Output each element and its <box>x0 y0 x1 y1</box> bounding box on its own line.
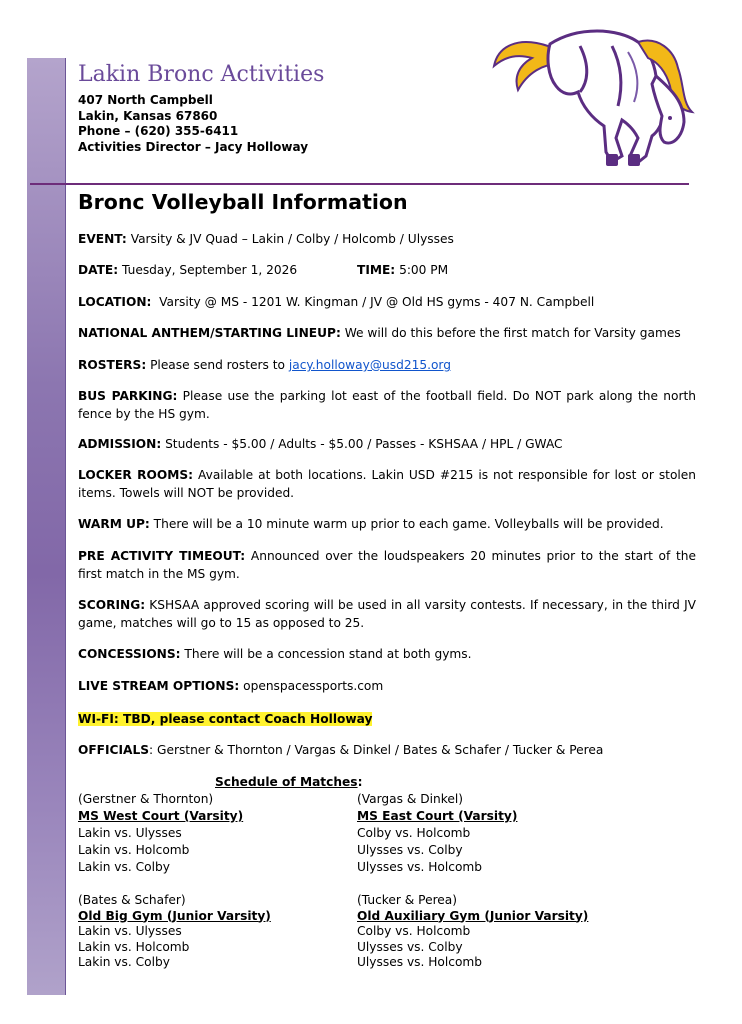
list-item: Ulysses vs. Holcomb <box>357 860 483 874</box>
schedule-block-big-gym <box>78 893 271 971</box>
anthem-value: We will do this before the first match for Varsity games <box>344 326 681 340</box>
list-item: Ulysses vs. Colby <box>357 843 463 857</box>
header-divider <box>30 183 689 185</box>
scoring-field <box>78 597 696 632</box>
concessions-label: CONCESSIONS: <box>78 647 181 661</box>
block-court: MS East Court (Varsity) <box>357 809 518 823</box>
admission-label: ADMISSION: <box>78 437 162 451</box>
livestream-value: openspacessports.com <box>243 679 384 693</box>
list-item: Lakin vs. Colby <box>78 860 170 874</box>
bus-label: BUS PARKING: <box>78 389 178 403</box>
location-field <box>78 294 696 312</box>
block-officials: (Vargas & Dinkel) <box>357 792 463 806</box>
schedule-block-west <box>78 791 243 876</box>
timeout-value: Announced over the loudspeakers 20 minutes prior to the start of the first match in the MS gym. <box>78 549 696 581</box>
page-title: Bronc Volleyball Information <box>78 190 408 214</box>
block-officials: (Gerstner & Thornton) <box>78 792 214 806</box>
sidebar-accent-bar <box>27 58 66 995</box>
date-time-field <box>78 262 696 280</box>
locker-rooms-field <box>78 467 696 502</box>
warmup-label: WARM UP: <box>78 517 150 531</box>
address-line-1: 407 North Campbell <box>78 93 213 107</box>
rosters-field <box>78 357 696 375</box>
locker-label: LOCKER ROOMS: <box>78 468 194 482</box>
wifi-highlighted-text: WI-FI: TBD, please contact Coach Holloway <box>78 712 373 726</box>
timeout-field <box>78 548 696 583</box>
event-label: EVENT: <box>78 232 127 246</box>
rosters-email-link[interactable]: jacy.holloway@usd215.org <box>288 358 451 372</box>
schedule-block-east <box>357 791 517 876</box>
list-item: Lakin vs. Holcomb <box>78 843 190 857</box>
list-item: Colby vs. Holcomb <box>357 924 471 938</box>
live-stream-field <box>78 678 696 696</box>
list-item: Lakin vs. Colby <box>78 955 170 969</box>
schedule-block-aux-gym <box>357 893 588 971</box>
block-court: MS West Court (Varsity) <box>78 809 244 823</box>
scoring-label: SCORING: <box>78 598 146 612</box>
location-label: LOCATION: <box>78 295 152 309</box>
address-block <box>78 93 308 155</box>
list-item: Lakin vs. Ulysses <box>78 924 182 938</box>
officials-value: : Gerstner & Thornton / Vargas & Dinkel / Bates & Schafer / Tucker & Perea <box>149 743 604 757</box>
block-court: Old Auxiliary Gym (Junior Varsity) <box>357 908 589 923</box>
concessions-value: There will be a concession stand at both gyms. <box>184 647 472 661</box>
wifi-field <box>78 711 696 729</box>
concessions-field <box>78 646 696 664</box>
schedule-title-text: Schedule of Matches <box>215 775 358 789</box>
block-officials: (Bates & Schafer) <box>78 893 186 907</box>
officials-label: OFFICIALS <box>78 743 150 757</box>
livestream-label: LIVE STREAM OPTIONS: <box>78 679 240 693</box>
schedule-title <box>215 775 362 789</box>
time-group <box>357 262 448 280</box>
warm-up-field <box>78 516 696 534</box>
list-item: Lakin vs. Ulysses <box>78 826 182 840</box>
rosters-label: ROSTERS: <box>78 358 147 372</box>
bus-value: Please use the parking lot east of the football field. Do NOT park along the north fence by the HS gym. <box>78 389 697 421</box>
location-value: Varsity @ MS - 1201 W. Kingman / JV @ Old HS gyms - 407 N. Campbell <box>159 295 595 309</box>
time-label: TIME: <box>357 263 396 277</box>
list-item: Colby vs. Holcomb <box>357 826 471 840</box>
list-item: Ulysses vs. Holcomb <box>357 955 483 969</box>
block-court: Old Big Gym (Junior Varsity) <box>78 908 271 923</box>
date-value: Tuesday, September 1, 2026 <box>122 263 298 277</box>
locker-value: Available at both locations. Lakin USD #215 is not responsible for lost or stolen items. Towels will NOT be provided. <box>78 468 697 500</box>
bronco-horse-logo-icon <box>488 6 700 171</box>
list-item: Lakin vs. Holcomb <box>78 939 190 954</box>
warmup-value: There will be a 10 minute warm up prior to each game. Volleyballs will be provided. <box>153 517 664 531</box>
admission-value: Students - $5.00 / Adults - $5.00 / Passes - KSHSAA / HPL / GWAC <box>165 437 563 451</box>
schedule-title-colon: : <box>357 775 363 789</box>
org-title: Lakin Bronc Activities <box>78 62 325 87</box>
admission-field <box>78 436 696 454</box>
bus-parking-field <box>78 388 696 423</box>
event-field <box>78 231 696 249</box>
director-line: Activities Director – Jacy Holloway <box>78 139 309 154</box>
address-line-2: Lakin, Kansas 67860 <box>78 108 218 123</box>
officials-field <box>78 742 696 760</box>
list-item: Ulysses vs. Colby <box>357 939 463 954</box>
phone-line: Phone – (620) 355-6411 <box>78 124 239 138</box>
block-officials: (Tucker & Perea) <box>357 893 458 907</box>
rosters-value: Please send rosters to <box>150 358 285 372</box>
event-value: Varsity & JV Quad – Lakin / Colby / Holcomb / Ulysses <box>130 232 454 246</box>
scoring-value: KSHSAA approved scoring will be used in all varsity contests. If necessary, in the third JV game, matches will go to 15 as opposed to 25. <box>78 598 697 630</box>
anthem-field <box>78 325 696 343</box>
timeout-label: PRE ACTIVITY TIMEOUT: <box>78 549 246 563</box>
date-label: DATE: <box>78 263 119 277</box>
anthem-label: NATIONAL ANTHEM/STARTING LINEUP: <box>78 326 341 340</box>
time-value: 5:00 PM <box>399 263 449 277</box>
